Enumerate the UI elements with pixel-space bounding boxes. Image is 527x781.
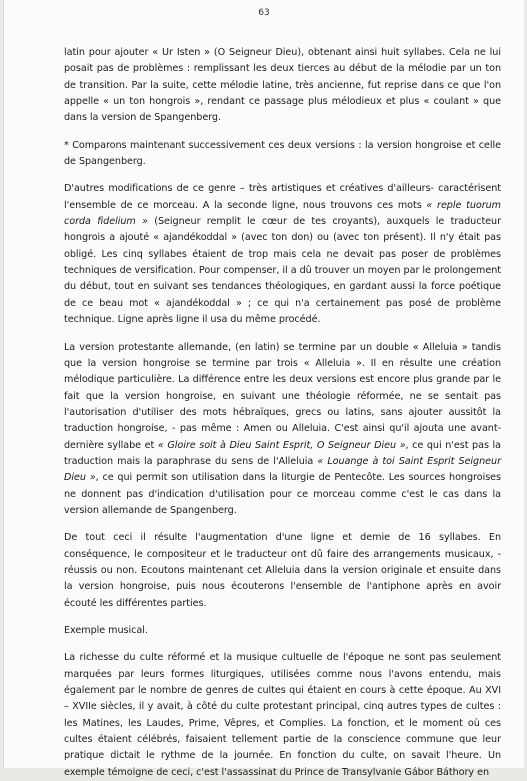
paragraph-7-text: La richesse du culte réformé et la musique cultuelle de l'époque ne sont pas seulement marquées par leurs formes liturgiques, utilisées comme nous l'avons entendu, mais également par le nombre de genres de cultes qui étaient en cours à cette époque. Au XVI – XVIIe siècles, il y avait, à côté du culte protestant principal, cinq autres types de cultes : les Matines, les Laudes, Prime, Vêpres, et Complies. La fonction, et le moment où ces cultes étaient célébrés, faisaient tellement partie de la conscience commune que leur pratique dictait le rythme de la journée. En fonction du culte, on savait l'heure. Un exemple témoigne de ceci, c'est l'assassinat du Prince de Transylvanie Gábor Báthory en bbox=[64, 652, 501, 778]
latin-quote-reple-tuorum: « reple tuorum corda fidelium » bbox=[64, 199, 501, 228]
paragraph-7 bbox=[64, 650, 501, 781]
paragraph-2-text: * Comparons maintenant successivement ces deux versions : la version hongroise et celle de Spangenberg. bbox=[64, 139, 501, 168]
paragraph-6-musical-example bbox=[64, 623, 501, 639]
paragraph-3-text-b: (Seigneur remplit le cœur de tes croyants), auxquels le traducteur hongrois a ajouté « ajandékoddal » (avec ton don) ou (avec ton présent). Il n'y était pas obligé. Les cinq syllabes étaient de trop mais cela ne devait pas poser de problèmes techniques de versification. Pour compenser, il a dû trouver un moyen par le prolongement du début, tout en suivant ses tendances théologiques, en gardant aussi la force poétique de ce beau mot « ajandékoddal » ; ce qui n'a certainement pas posé de problème technique. Ligne après ligne il usa du même procédé. bbox=[64, 216, 501, 326]
paragraph-3 bbox=[64, 181, 501, 328]
page-body bbox=[64, 45, 501, 781]
paragraph-4 bbox=[64, 340, 501, 520]
paragraph-1 bbox=[64, 45, 501, 127]
quote-gloire-soit-a-dieu: « Gloire soit à Dieu Saint Esprit, O Seigneur Dieu » bbox=[157, 439, 406, 451]
paragraph-6-text: Exemple musical. bbox=[64, 625, 148, 636]
paragraph-5-text: De tout ceci il résulte l'augmentation d'une ligne et demie de 16 syllabes. En conséquence, le compositeur et le traducteur ont dû faire des arrangements musicaux, - réussis ou non. Ecoutons maintenant cet Alleluia dans la version originale et ensuite dans la version hongroise, puis nous écouterons l'ensemble de l'antiphone après en avoir écouté les différentes parties. bbox=[64, 532, 501, 609]
paragraph-5 bbox=[64, 530, 501, 612]
paragraph-4-text-a: La version protestante allemande, (en latin) se termine par un double « Alleluia » tandis que la version hongroise se termine par trois « Alleluia ». Il en résulte une création mélodique particulière. La différence entre les deux versions est encore plus grande par le fait que la version hongroise, en suivant une théologie réformée, ne se sentait pas l'autorisation d'utiliser des mots hébraïques, grecs ou latins, sans ajouter aussitôt la traduction hongroise, - pas même : Amen ou Alleluia. C'est ainsi qu'il ajouta une avant-dernière syllabe et bbox=[64, 341, 501, 451]
page-number: 63 bbox=[258, 8, 270, 18]
paragraph-3-text-a: D'autres modifications de ce genre – très artistiques et créatives d'ailleurs- caractérisent l'ensemble de ce morceau. A la seconde ligne, nous trouvons ces mots bbox=[64, 183, 501, 211]
document-page bbox=[3, 0, 524, 778]
quote-louange-a-toi: « Louange à toi Saint Esprit Seigneur Dieu » bbox=[64, 455, 501, 484]
paragraph-4-text-c: , ce qui permit son utilisation dans la liturgie de Pentecôte. Les sources hongroises ne donnent pas d'indication d'utilisation pour ce morceau comme c'est le cas dans la version allemande de Spangenberg. bbox=[64, 472, 501, 516]
paragraph-2-comparison-note bbox=[64, 138, 501, 171]
paragraph-1-text: latin pour ajouter « Ur Isten » (O Seigneur Dieu), obtenant ainsi huit syllabes. Cela ne lui posait pas de problèmes : remplissant les deux tierces au début de la mélodie par un ton de transition. Par la suite, cette mélodie latine, très ancienne, fut reprise dans ce que l'on appelle « un ton hongrois », rendant ce passage plus mélodieux et plus « coulant » que dans la version de Spangenberg. bbox=[64, 47, 501, 124]
paragraph-4-text-b: , ce qui n'est pas la traduction mais la paraphrase du sens de l'Alleluia bbox=[64, 439, 501, 467]
